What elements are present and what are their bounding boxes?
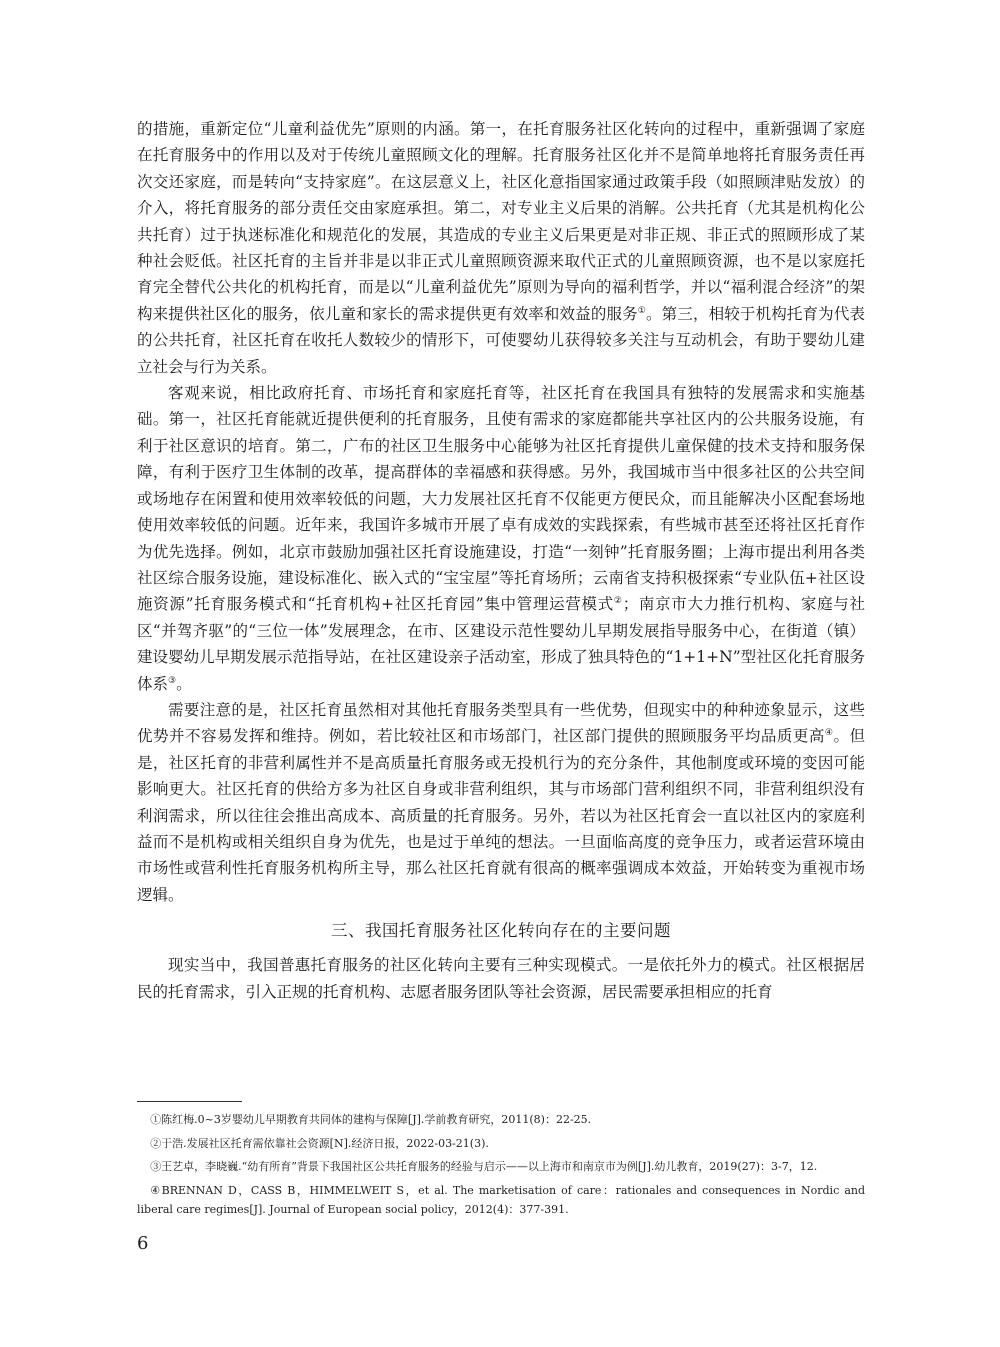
page-number: 6 [137, 1233, 149, 1254]
paragraph-2-text-b: ；南京市大力推行机构、家庭与社区“并驾齐驱”的“三位一体”发展理念，在市、区建设示范性婴幼儿早期发展指导服务中心，在街道（镇）建设婴幼儿早期发展示范指导站，在社区建设亲子活动室，形成了独具特色的“1+1+N”型社区化托育服务体系 [137, 595, 865, 693]
footnote-ref-1[interactable]: ① [637, 305, 647, 316]
footnote-ref-3[interactable]: ③ [168, 675, 177, 686]
footnote-3: ③王艺卓，李晓巍.“幼有所育”背景下我国社区公共托育服务的经验与启示——以上海市和南京市为例[J].幼儿教育，2019(27)：3-7，12. [150, 1160, 818, 1174]
paragraph-3 [137, 697, 865, 908]
footnote-ref-4[interactable]: ④ [824, 728, 834, 739]
footnote-divider [137, 1101, 242, 1102]
footnote-4: ④BRENNAN D，CASS B，HIMMELWEIT S，et al. The marketisation of care：rationales and consequences in Nordic and liberal care regimes[J]. Journal of European social policy，2012(4)：377-391. [137, 1183, 865, 1217]
footnote-1: ①陈红梅.0~3岁婴幼儿早期教育共同体的建构与保障[J].学前教育研究，2011(8)：22-25. [150, 1113, 592, 1126]
paragraph-4: 现实当中，我国普惠托育服务的社区化转向主要有三种实现模式。一是依托外力的模式。社区根据居民的托育需求，引入正规的托育机构、志愿者服务团队等社会资源，居民需要承担相应的托育 [137, 956, 865, 1001]
footnotes [137, 1110, 865, 1224]
paragraph-3-text-b: 。但是，社区托育的非营利属性并不是高质量托育服务或无投机行为的充分条件，其他制度或环境的变因可能影响更大。社区托育的供给方多为社区自身或非营利组织，其与市场部门营利组织不同，非营利组织没有利润需求，所以往往会推出高成本、高质量的托育服务。另外，若以为社区托育会一直以社区内的家庭利益而不是机构或相关组织自身为优先，也是过于单纯的想法。一旦面临高度的竞争压力，或者运营环境由市场性或营利性托育服务机构所主导，那么社区托育就有很高的概率强调成本效益，开始转变为重视市场逻辑。 [137, 727, 865, 904]
paragraph-1 [137, 116, 865, 380]
footnote-2: ②于浩.发展社区托育需依靠社会资源[N].经济日报，2022-03-21(3). [150, 1136, 489, 1150]
article-body [137, 116, 865, 1005]
paragraph-2-text-c: 。 [176, 674, 192, 693]
section-heading: 三、我国托育服务社区化转向存在的主要问题 [331, 921, 671, 941]
paragraph-3-text-a: 需要注意的是，社区托育虽然相对其他托育服务类型具有一些优势，但现实中的种种迹象显示，这些优势并不容易发挥和维持。例如，若比较社区和市场部门，社区部门提供的照顾服务平均品质更高 [137, 700, 865, 746]
paragraph-1-text-a: 的措施，重新定位“儿童利益优先”原则的内涵。第一，在托育服务社区化转向的过程中，重新强调了家庭在托育服务中的作用以及对于传统儿童照顾文化的理解。托育服务社区化并不是简单地将托育服务责任再次交还家庭，而是转向“支持家庭”。在这层意义上，社区化意指国家通过政策手段（如照顾津贴发放）的介入，将托育服务的部分责任交由家庭承担。第二，对专业主义后果的消解。公共托育（尤其是机构化公共托育）过于执迷标准化和规范化的发展，其造成的专业主义后果更是对非正规、非正式的照顾形成了某种社会贬低。社区托育的主旨并非是以非正式儿童照顾资源来取代正式的儿童照顾资源，也不是以家庭托育完全替代公共化的机构托育，而是以“儿童利益优先”原则为导向的福利哲学，并以“福利混合经济”的架构来提供社区化的服务，依儿童和家长的需求提供更有效率和效益的服务 [137, 120, 865, 323]
paragraph-2-text-a: 客观来说，相比政府托育、市场托育和家庭托育等，社区托育在我国具有独特的发展需求和实施基础。第一，社区托育能就近提供便利的托育服务，且使有需求的家庭都能共享社区内的公共服务设施，有利于社区意识的培育。第二，广布的社区卫生服务中心能够为社区托育提供儿童保健的技术支持和服务保障，有利于医疗卫生体制的改革，提高群体的幸福感和获得感。另外，我国城市当中很多社区的公共空间或场地存在闲置和使用效率较低的问题，大力发展社区托育不仅能更方便民众，而且能解决小区配套场地使用效率较低的问题。近年来，我国许多城市开展了卓有成效的实践探索，有些城市甚至还将社区托育作为优先选择。例如，北京市鼓励加强社区托育设施建设，打造“一刻钟”托育服务圈；上海市提出利用各类社区综合服务设施，建设标准化、嵌入式的“宝宝屋”等托育场所；云南省支持积极探索“专业队伍+社区设施资源”托育服务模式和“托育机构+社区托育园”集中管理运营模式 [137, 384, 865, 614]
paragraph-1-text-b: 。第三，相较于机构托育为代表的公共托育，社区托育在收托人数较少的情形下，可使婴幼儿获得较多关注与互动机会，有助于婴幼儿建立社会与行为关系。 [137, 304, 865, 376]
footnote-ref-2[interactable]: ② [613, 596, 623, 607]
paragraph-2 [137, 380, 865, 697]
